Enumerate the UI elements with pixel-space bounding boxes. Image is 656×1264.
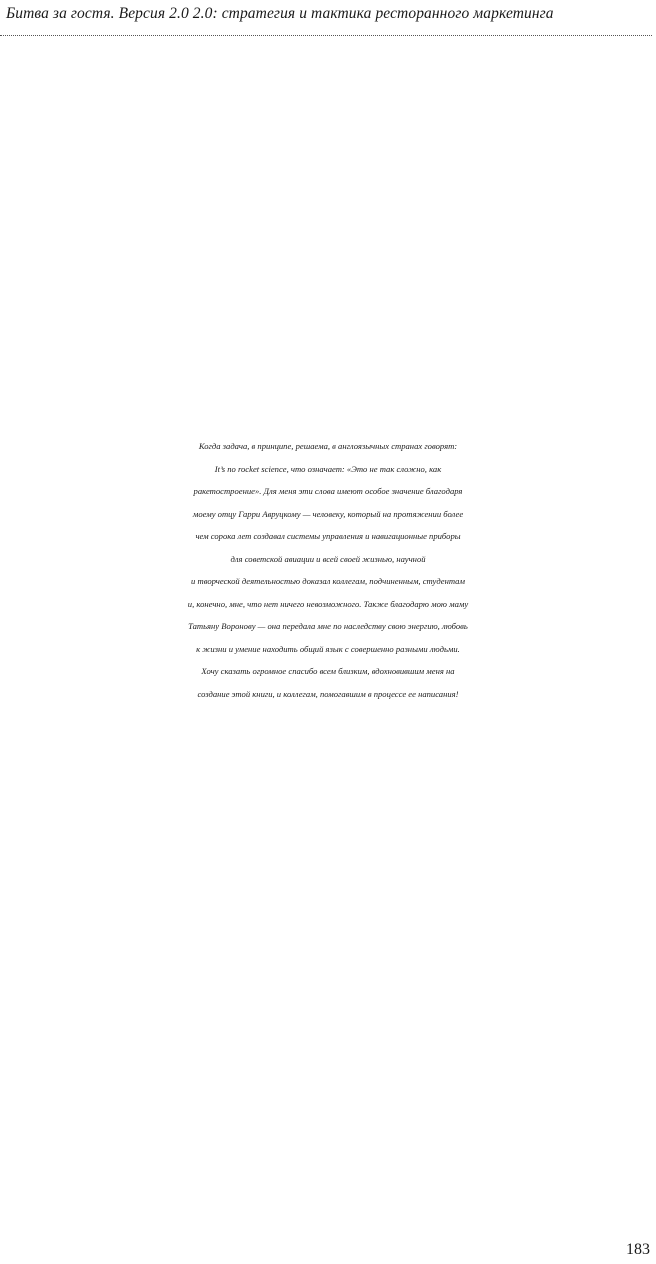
- dedication-line: Хочу сказать огромное спасибо всем близким, вдохновившим меня на: [201, 666, 455, 676]
- dedication-line: чем сорока лет создавал системы управления и навигационные приборы: [195, 531, 461, 541]
- dedication-line: и, конечно, мне, что нет ничего невозможного. Также благодарю мою маму: [187, 598, 469, 609]
- page-number: 183: [626, 1241, 650, 1258]
- dedication-paragraph: [0, 435, 656, 705]
- dedication-line: для советской авиации и всей своей жизнью, научной: [230, 553, 426, 564]
- dedication-line: и творческой деятельностью доказал коллегам, подчиненным, студентам: [191, 576, 465, 586]
- dedication-line: Когда задача, в принципе, решаема, в англоязычных странах говорят:: [198, 441, 458, 451]
- dedication-line: Татьяну Воронову — она передала мне по наследству свою энергию, любовь: [188, 621, 468, 631]
- header-divider: [0, 35, 652, 36]
- dedication-line: создание этой книги, и коллегам, помогавшим в процессе ее написания!: [197, 688, 459, 699]
- dedication-line: к жизни и умение находить общий язык с совершенно разными людьми.: [196, 643, 460, 654]
- dedication-line: моему отцу Гарри Авруцкому — человеку, который на протяжении более: [192, 508, 464, 519]
- running-header: Битва за гостя. Версия 2.0 2.0: стратегия и тактика ресторанного маркетинга: [6, 5, 554, 22]
- dedication-line: ракетостроение». Для меня эти слова имеют особое значение благодаря: [193, 486, 463, 496]
- dedication-line: It’s no rocket science, что означает: «Это не так сложно, как: [214, 463, 442, 474]
